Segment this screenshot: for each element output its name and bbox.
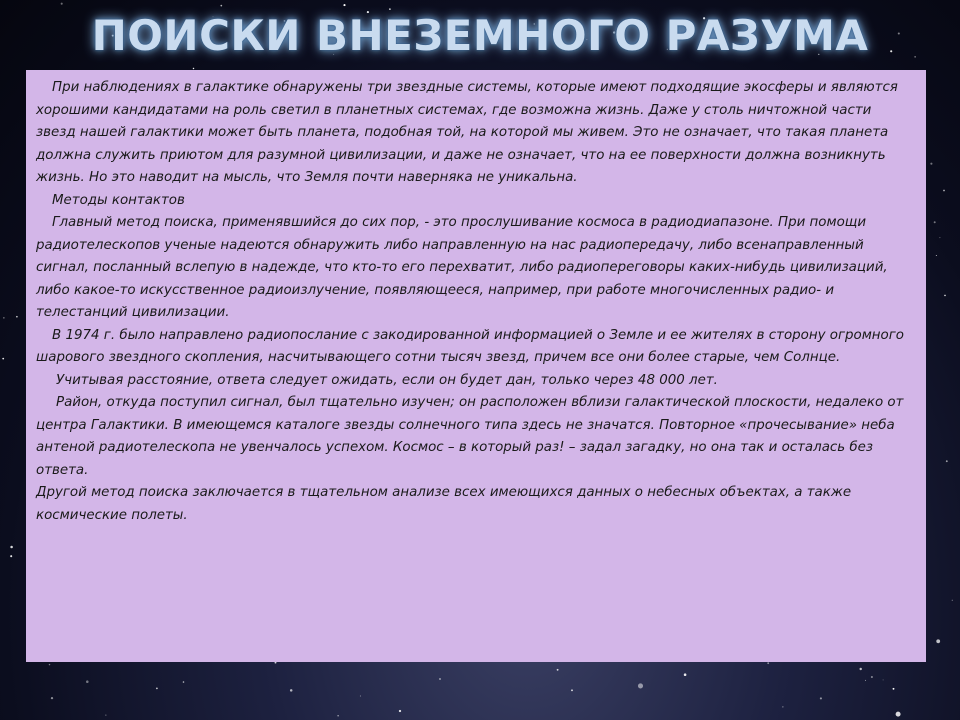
paragraph-intro: При наблюдениях в галактике обнаружены три звездные системы, которые имеют подходящие экосферы и являются хорошими кандидатами на роль светил в планетных системах, где возможна жизнь. Даже у столь ничтожной части звезд нашей галактики может быть планета, подобная той, на которой мы живем. Это не означает, что такая планета должна служить приютом для разумной цивилизации, и даже не означает, что на ее поверхности должна возникнуть жизнь. Но это наводит на мысль, что Земля почти наверняка не уникальна.: [36, 80, 898, 185]
star: [557, 669, 559, 671]
paragraph-radio-method: Главный метод поиска, применявшийся до сих пор, - это прослушивание космоса в радиодиапазоне. При помощи радиотелескопов ученые надеются обнаружить либо направленную на нас радиопередачу, либо всенаправленный сигнал, посланный вслепую в надежде, что кто-то его перехватит, либо радиопереговоры каких-нибудь цивилизаций, либо какое-то искусственное радиоизлучение, появляющееся, например, при работе многочисленных радио- и телестанций цивилизации.: [36, 215, 888, 320]
star: [684, 673, 687, 676]
star: [767, 662, 769, 664]
star: [10, 555, 12, 557]
star: [883, 679, 884, 680]
star: [934, 221, 936, 223]
star: [439, 678, 441, 680]
star: [893, 688, 895, 690]
slide-title: ПОИСКИ ВНЕЗЕМНОГО РАЗУМА: [91, 11, 869, 60]
star: [61, 3, 63, 5]
star: [865, 680, 866, 681]
star: [3, 317, 4, 318]
star: [820, 697, 822, 699]
star: [156, 687, 158, 689]
star: [183, 681, 185, 683]
star: [930, 163, 932, 165]
star: [220, 5, 222, 7]
paragraph-other-method: Другой метод поиска заключается в тщательном анализе всех имеющихся данных о небесных объектах, а также космические полеты.: [36, 485, 852, 523]
star: [49, 664, 50, 665]
star: [343, 4, 345, 6]
star: [105, 715, 106, 716]
star: [16, 316, 18, 318]
paragraph-1974-message: В 1974 г. было направлено радиопослание с закодированной информацией о Земле и ее жителях в сторону огромного шарового звездного скопления, насчитывающего сотни тысяч звезд, причем все они более старые, чем Солнце.: [36, 327, 904, 365]
star: [51, 697, 53, 699]
star: [571, 689, 573, 691]
paragraph-methods-heading: Методы контактов: [52, 192, 185, 208]
star: [944, 295, 946, 297]
star: [946, 460, 948, 462]
star: [896, 712, 901, 717]
star: [782, 706, 783, 707]
paragraph-distance: Учитывая расстояние, ответа следует ожидать, если он будет дан, только через 48 000 лет.: [56, 372, 718, 388]
star: [952, 600, 953, 601]
star: [337, 715, 338, 716]
star: [943, 190, 945, 192]
star: [939, 237, 940, 238]
text-panel: [26, 70, 926, 662]
star: [871, 676, 873, 678]
star: [399, 710, 401, 712]
star: [936, 255, 937, 256]
star: [360, 696, 361, 697]
star: [10, 546, 13, 549]
star: [936, 639, 940, 643]
star: [290, 689, 293, 692]
star: [86, 680, 89, 683]
star: [859, 668, 861, 670]
star: [638, 683, 643, 688]
paragraph-signal-region: Район, откуда поступил сигнал, был тщательно изучен; он расположен вблизи галактической плоскости, недалеко от центра Галактики. В имеющемся каталоге звезды солнечного типа здесь не значатся. Повторное «прочесывание» неба антеной радиотелескопа не увенчалось успехом. Космос – в который раз! – задал загадку, но она так и осталась без ответа.: [36, 395, 904, 478]
star: [2, 358, 4, 360]
